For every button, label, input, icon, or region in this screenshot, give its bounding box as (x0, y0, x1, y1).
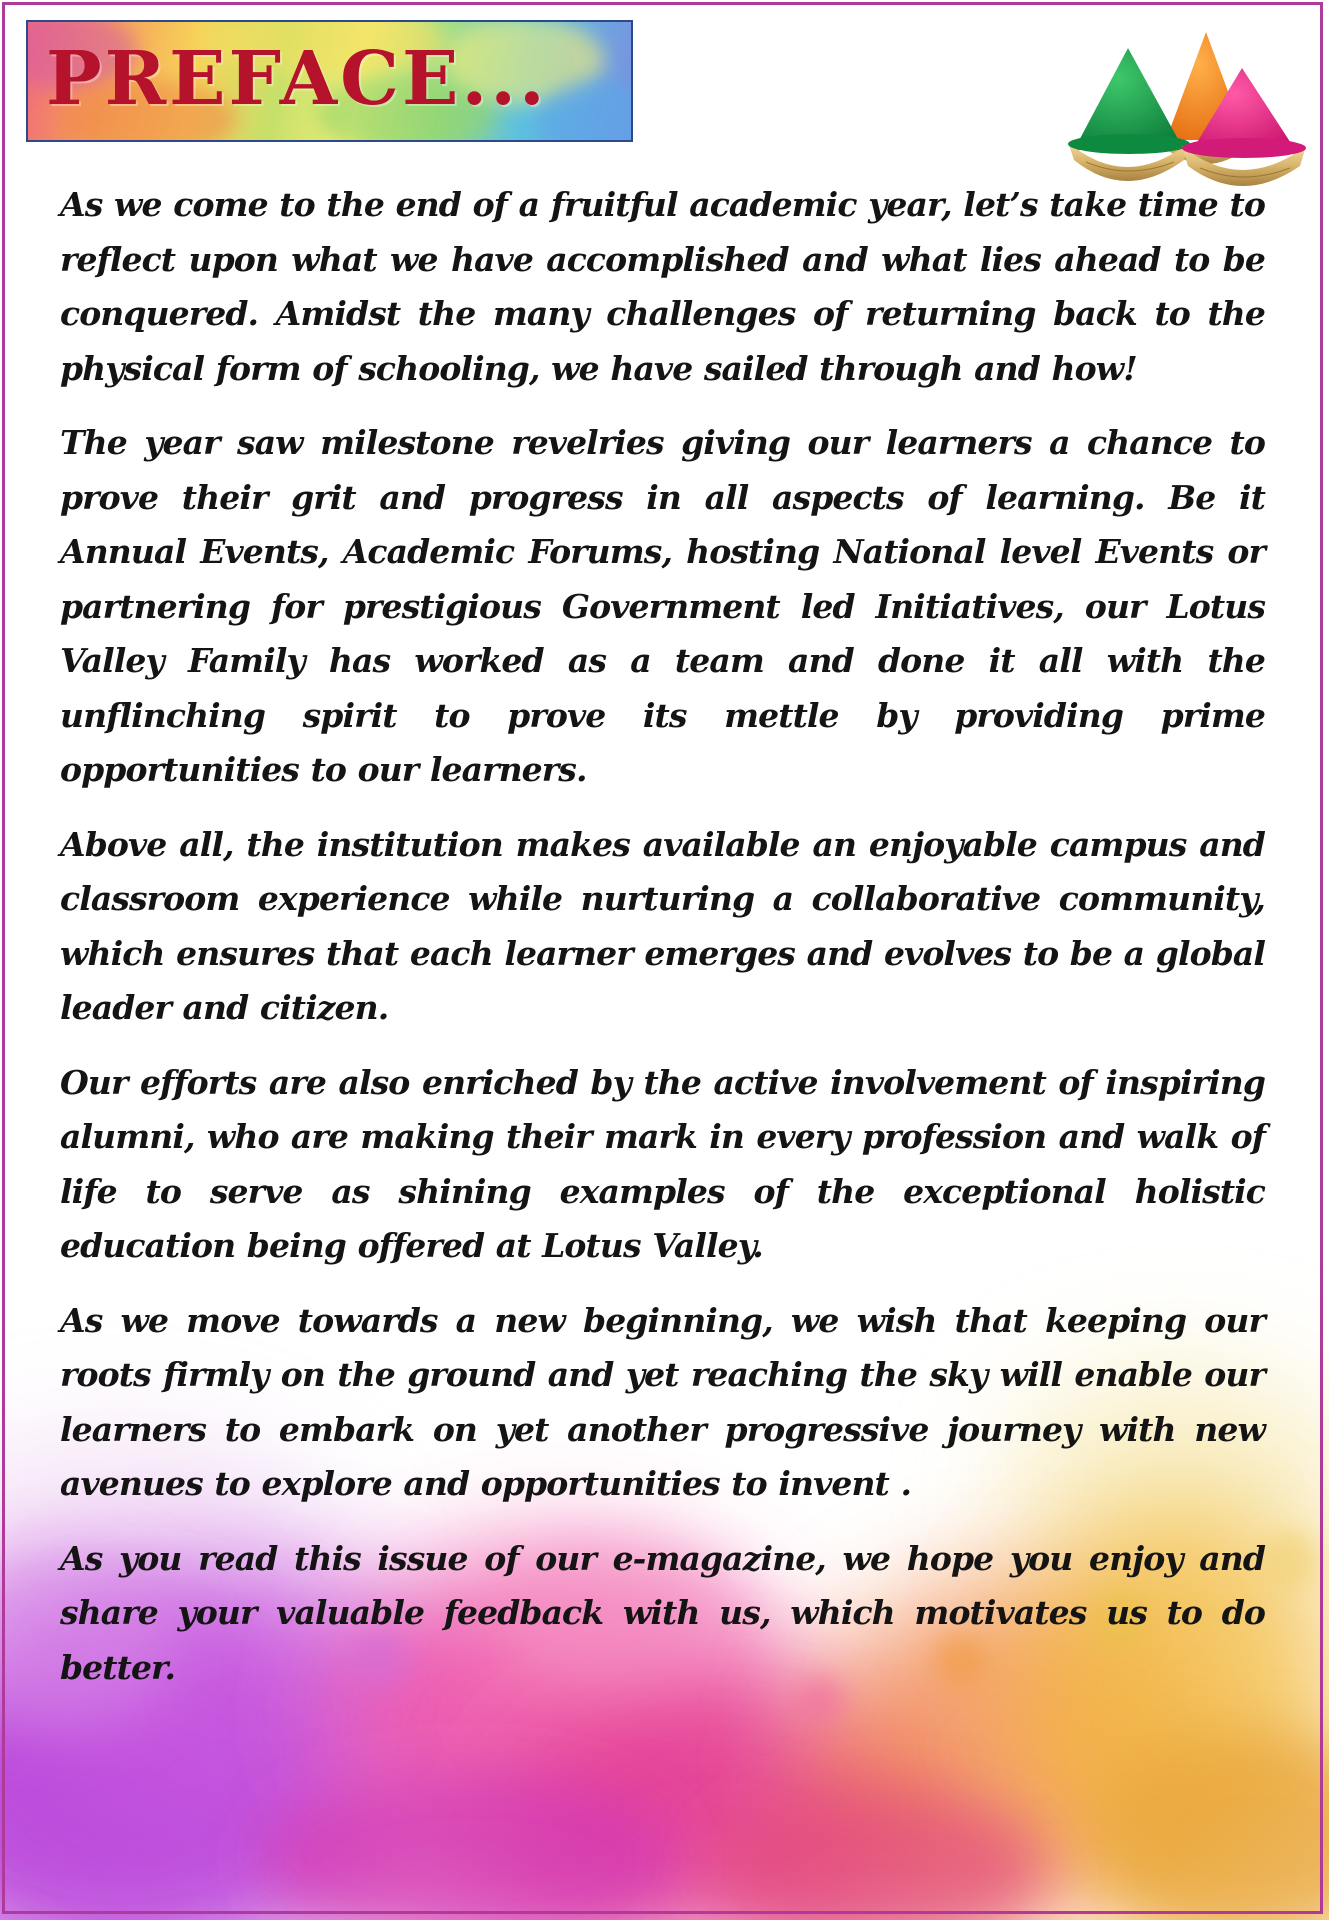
paragraph-milestones: The year saw milestone revelries giving our learners a chance to prove their grit and progress in all aspects of learning. Be it Annual Events, Academic Forums, hosting National level Events or partnering for prestigious Government led Initiatives, our Lotus Valley Family has worked as a team and done it all with the unflinching spirit to prove its mettle by providing prime opportunities to our learners. (60, 423, 1265, 789)
title-banner (26, 20, 633, 142)
paragraph-new-beginning: As we move towards a new beginning, we wish that keeping our roots firmly on the ground and yet reaching the sky will enable our learners to embark on yet another progressive journey with new avenues to explore and opportunities to invent . (60, 1300, 1265, 1503)
paragraph-closing: As you read this issue of our e-magazine, we hope you enjoy and share your valuable feedback with us, which motivates us to do better. (60, 1538, 1265, 1687)
color-powder-bowls-icon (1066, 22, 1308, 192)
preface-body (60, 178, 1265, 1715)
paragraph-alumni: Our efforts are also enriched by the active involvement of inspiring alumni, who are making their mark in every profession and walk of life to serve as shining examples of the exceptional holistic education being offered at Lotus Valley. (60, 1062, 1265, 1265)
paragraph-intro: As we come to the end of a fruitful academic year, let’s take time to reflect upon what we have accomplished and what lies ahead to be conquered. Amidst the many challenges of returning back to the physical form of schooling, we have sailed through and how! (60, 185, 1265, 388)
paragraph-campus: Above all, the institution makes available an enjoyable campus and classroom experience while nurturing a collaborative community, which ensures that each learner emerges and evolves to be a global leader and citizen. (60, 824, 1265, 1027)
page-title: PREFACE... (46, 36, 548, 122)
